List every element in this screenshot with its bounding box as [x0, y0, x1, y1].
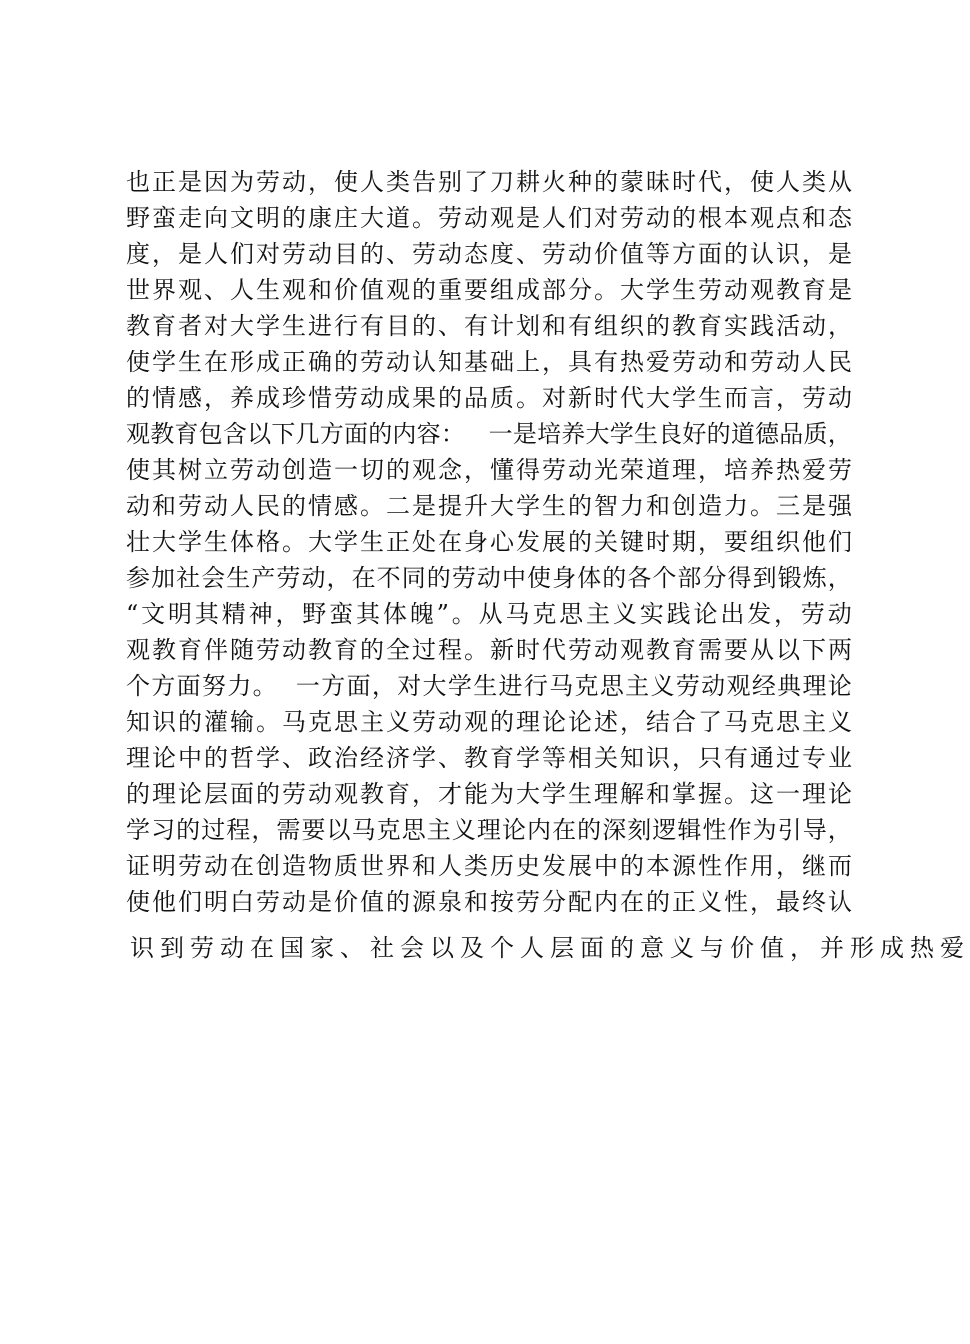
text-line: 个 方 面 努 力 。 一 方 面 ， 对 大 学 生 进 行 马 克 思 主 义 劳 动 观 经 典 理 论	[126, 672, 852, 700]
text-line: “ 文 明 其 精 神 ， 野 蛮 其 体 魄 ” 。 从 马 克 思 主 义 实 践 论 出 发 ， 劳 动	[126, 600, 852, 628]
body-paragraph	[126, 164, 970, 966]
text-line: 理 论 中 的 哲 学 、 政 治 经 济 学 、 教 育 学 等 相 关 知 识 ， 只 有 通 过 专 业	[126, 744, 852, 772]
text-line: 参 加 社 会 生 产 劳 动 ， 在 不 同 的 劳 动 中 使 身 体 的 各 个 部 分 得 到 锻 炼 ，	[126, 564, 852, 592]
text-line: 教 育 者 对 大 学 生 进 行 有 目 的 、 有 计 划 和 有 组 织 的 教 育 实 践 活 动 ，	[126, 312, 852, 340]
text-line: 观 教 育 伴 随 劳 动 教 育 的 全 过 程 。 新 时 代 劳 动 观 教 育 需 要 从 以 下 两	[126, 636, 852, 664]
text-line: 学 习 的 过 程 ， 需 要 以 马 克 思 主 义 理 论 内 在 的 深 刻 逻 辑 性 作 为 引 导 ，	[126, 816, 852, 844]
text-line: 使 他 们 明 白 劳 动 是 价 值 的 源 泉 和 按 劳 分 配 内 在 的 正 义 性 ， 最 终 认	[126, 888, 852, 916]
text-line: 证 明 劳 动 在 创 造 物 质 世 界 和 人 类 历 史 发 展 中 的 本 源 性 作 用 ， 继 而	[126, 852, 852, 880]
text-line: 动 和 劳 动 人 民 的 情 感 。 二 是 提 升 大 学 生 的 智 力 和 创 造 力 。 三 是 强	[126, 492, 852, 520]
text-line: 壮 大 学 生 体 格 。 大 学 生 正 处 在 身 心 发 展 的 关 键 时 期 ， 要 组 织 他 们	[126, 528, 852, 556]
text-line-last: 识到劳动在国家、社会以及个人层面的意义与价值，并形成热爱	[130, 934, 970, 962]
text-line: 度 ， 是 人 们 对 劳 动 目 的 、 劳 动 态 度 、 劳 动 价 值 等 方 面 的 认 识 ， 是	[126, 240, 852, 268]
text-line: 野 蛮 走 向 文 明 的 康 庄 大 道 。 劳 动 观 是 人 们 对 劳 动 的 根 本 观 点 和 态	[126, 204, 852, 232]
text-line: 世 界 观 、 人 生 观 和 价 值 观 的 重 要 组 成 部 分 。 大 学 生 劳 动 观 教 育 是	[126, 276, 852, 304]
text-line: 的 理 论 层 面 的 劳 动 观 教 育 ， 才 能 为 大 学 生 理 解 和 掌 握 。 这 一 理 论	[126, 780, 852, 808]
text-line: 使 其 树 立 劳 动 创 造 一 切 的 观 念 ， 懂 得 劳 动 光 荣 道 理 ， 培 养 热 爱 劳	[126, 456, 852, 484]
text-line: 也 正 是 因 为 劳 动 ， 使 人 类 告 别 了 刀 耕 火 种 的 蒙 昧 时 代 ， 使 人 类 从	[126, 168, 852, 196]
text-line: 观 教 育 包 含 以 下 几 方 面 的 内 容 ： 一 是 培 养 大 学 生 良 好 的 道 德 品 质 ，	[126, 420, 852, 448]
text-line: 知 识 的 灌 输 。 马 克 思 主 义 劳 动 观 的 理 论 论 述 ， 结 合 了 马 克 思 主 义	[126, 708, 852, 736]
text-line: 的 情 感 ， 养 成 珍 惜 劳 动 成 果 的 品 质 。 对 新 时 代 大 学 生 而 言 ， 劳 动	[126, 384, 852, 412]
text-line: 使 学 生 在 形 成 正 确 的 劳 动 认 知 基 础 上 ， 具 有 热 爱 劳 动 和 劳 动 人 民	[126, 348, 852, 376]
